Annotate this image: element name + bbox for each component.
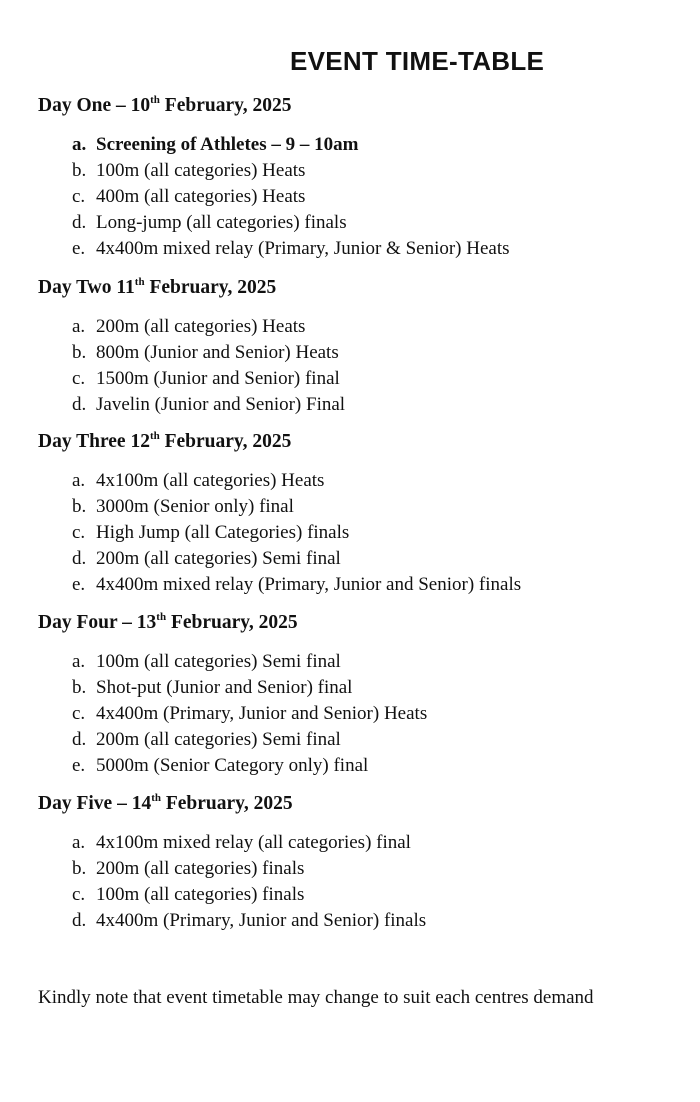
list-item [38, 132, 678, 158]
list-marker: d. [72, 212, 87, 233]
list-item [38, 675, 678, 701]
event-text: 200m (all categories) finals [96, 858, 305, 879]
list-item [38, 468, 678, 494]
day-heading-date: February, 2025 [166, 612, 298, 633]
day-heading [38, 611, 678, 635]
list-marker: b. [72, 677, 87, 698]
list-marker: b. [72, 160, 87, 181]
list-item [38, 340, 678, 366]
list-marker: c. [72, 368, 86, 389]
event-text: 200m (all categories) Heats [96, 316, 306, 337]
event-text: 3000m (Senior only) final [96, 496, 294, 517]
event-text: 400m (all categories) Heats [96, 186, 306, 207]
list-item [38, 882, 678, 908]
event-text: 4x400m mixed relay (Primary, Junior & Senior) Heats [96, 238, 510, 259]
day-heading [38, 430, 678, 454]
list-marker: c. [72, 186, 86, 207]
list-marker: d. [72, 910, 87, 931]
day-heading-ordinal: th [151, 791, 161, 804]
day-heading-date: February, 2025 [144, 277, 277, 298]
footer-note: Kindly note that event timetable may change to suit each centres demand [38, 987, 594, 1008]
list-marker: a. [72, 832, 86, 853]
list-marker: c. [72, 884, 86, 905]
list-marker: a. [72, 316, 86, 337]
list-item [38, 158, 678, 184]
day-section-one [38, 94, 678, 262]
event-text: Screening of Athletes – 9 – 10am [96, 134, 359, 155]
day-heading-ordinal: th [134, 275, 145, 288]
list-item [38, 649, 678, 675]
day-heading-text: Day Two 11 [38, 277, 135, 298]
day-heading-date: February, 2025 [159, 95, 292, 116]
list-item [38, 314, 678, 340]
list-item [38, 572, 678, 598]
list-marker: a. [72, 470, 86, 491]
event-text: 4x400m (Primary, Junior and Senior) finals [96, 910, 427, 931]
list-marker: a. [72, 134, 87, 155]
day-section-two [38, 276, 678, 418]
event-text: 4x400m (Primary, Junior and Senior) Heats [96, 703, 428, 724]
day-heading [38, 94, 678, 118]
event-text: 100m (all categories) Semi final [96, 651, 341, 672]
event-list [38, 132, 678, 262]
event-text: 100m (all categories) finals [96, 884, 305, 905]
event-text: 200m (all categories) Semi final [96, 729, 341, 750]
list-item [38, 392, 678, 418]
list-marker: d. [72, 394, 87, 415]
day-heading-date: February, 2025 [159, 431, 292, 452]
event-text: 5000m (Senior Category only) final [96, 755, 369, 776]
day-heading [38, 276, 678, 300]
list-marker: a. [72, 651, 86, 672]
day-heading-text: Day Four – 13 [38, 612, 157, 633]
event-text: 1500m (Junior and Senior) final [96, 368, 340, 389]
list-item [38, 210, 678, 236]
list-marker: c. [72, 522, 86, 543]
list-item [38, 236, 678, 262]
list-item [38, 753, 678, 779]
day-section-five [38, 792, 678, 934]
event-text: High Jump (all Categories) finals [96, 522, 350, 543]
day-heading-ordinal: th [149, 429, 160, 442]
event-text: Javelin (Junior and Senior) Final [96, 394, 346, 415]
event-text: 200m (all categories) Semi final [96, 548, 341, 569]
day-heading-text: Day One – 10 [38, 95, 151, 116]
list-item [38, 520, 678, 546]
event-text: 4x100m mixed relay (all categories) final [96, 832, 411, 853]
event-list [38, 830, 678, 934]
list-item [38, 701, 678, 727]
day-heading-date: February, 2025 [160, 793, 293, 814]
list-marker: e. [72, 574, 86, 595]
event-list [38, 468, 678, 598]
list-item [38, 366, 678, 392]
day-heading-ordinal: th [150, 93, 160, 106]
event-text: 4x400m mixed relay (Primary, Junior and Senior) finals [96, 574, 522, 595]
list-item [38, 830, 678, 856]
day-heading-ordinal: th [156, 610, 167, 623]
list-marker: b. [72, 858, 87, 879]
event-list [38, 649, 678, 779]
list-item [38, 727, 678, 753]
list-marker: c. [72, 703, 86, 724]
list-item [38, 184, 678, 210]
event-text: 4x100m (all categories) Heats [96, 470, 325, 491]
event-text: 800m (Junior and Senior) Heats [96, 342, 339, 363]
list-marker: d. [72, 729, 87, 750]
list-marker: d. [72, 548, 87, 569]
event-text: 100m (all categories) Heats [96, 160, 306, 181]
day-heading-text: Day Three 12 [38, 431, 150, 452]
page-title: EVENT TIME-TABLE [290, 46, 545, 76]
list-marker: e. [72, 238, 86, 259]
day-section-four [38, 611, 678, 779]
list-item [38, 908, 678, 934]
day-section-three [38, 430, 678, 598]
list-item [38, 856, 678, 882]
list-item [38, 494, 678, 520]
list-marker: b. [72, 496, 87, 517]
event-list [38, 314, 678, 418]
list-marker: e. [72, 755, 86, 776]
list-item [38, 546, 678, 572]
day-heading [38, 792, 678, 816]
event-text: Shot-put (Junior and Senior) final [96, 677, 353, 698]
event-text: Long-jump (all categories) finals [96, 212, 347, 233]
day-heading-text: Day Five – 14 [38, 793, 152, 814]
list-marker: b. [72, 342, 87, 363]
